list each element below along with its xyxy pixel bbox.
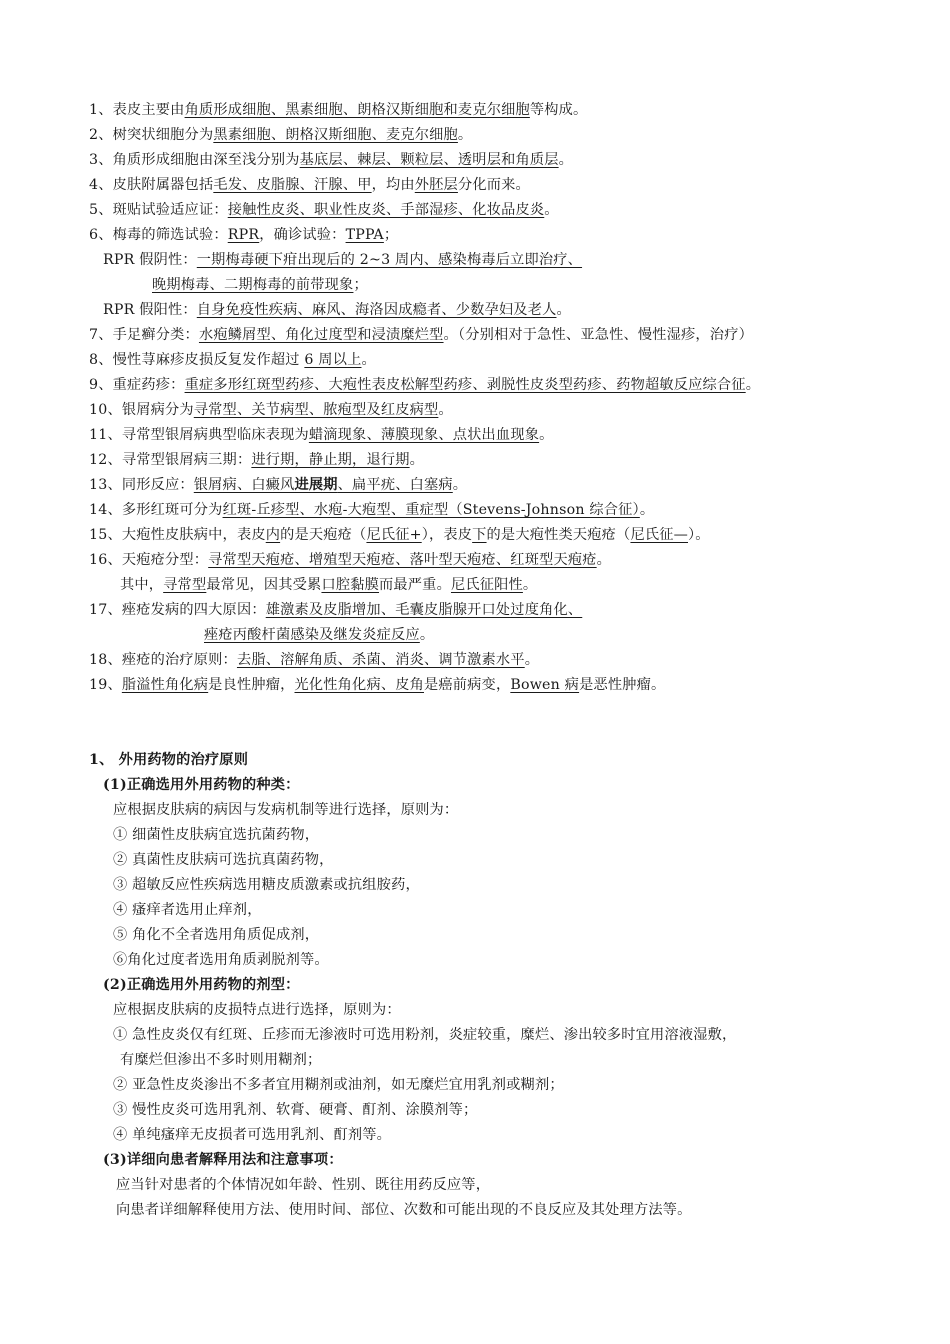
text-segment: 3、角质形成细胞由深至浅分别为 (89, 152, 300, 168)
underlined-term: 寻常型 (163, 577, 207, 593)
underlined-term: 寻常型、关节病型、脓疱型及红皮病型 (193, 402, 439, 418)
text-segment: 的是天疱疮（ (280, 527, 367, 543)
text-segment: ⑤ 角化不全者选用角质促成剂， (113, 927, 320, 943)
text-segment: 。（分别相对于急性、亚急性、慢性湿疹，治疗） (443, 327, 753, 343)
text-segment: ④ 单纯瘙痒无皮损者可选用乳剂、酊剂等。 (113, 1127, 392, 1143)
underlined-term: Bowen 病 (510, 677, 580, 693)
section-heading (103, 976, 300, 994)
text-segment: 17、痤疮发病的四大原因： (89, 602, 266, 618)
text-line (89, 551, 611, 569)
text-line (120, 576, 537, 594)
text-segment: ① 细菌性皮肤病宜选抗菌药物， (113, 827, 320, 843)
text-segment: RPR 假阳性： (103, 302, 197, 318)
underlined-term: 进行期，静止期，退行期 (251, 452, 410, 468)
underlined-term: 一期梅毒硬下疳出现后的 2~3 周内、感染梅毒后立即治疗、 (196, 252, 583, 268)
text-segment: 其中， (120, 577, 164, 593)
text-line (204, 626, 434, 644)
text-segment: 。 (556, 302, 571, 318)
text-segment: 12、寻常型银屑病三期： (89, 452, 252, 468)
text-segment: ④ 瘙痒者选用止痒剂， (113, 902, 262, 918)
text-segment: 9、重症药疹： (89, 377, 185, 393)
text-segment: 而最严重。 (379, 577, 451, 593)
text-segment: 11、寻常型银屑病典型临床表现为 (89, 427, 309, 443)
text-segment: 1、表皮主要由 (89, 102, 185, 118)
text-line (113, 1101, 477, 1119)
text-segment: 应根据皮肤病的皮损特点进行选择，原则为： (113, 1002, 401, 1018)
underlined-term: 下 (472, 527, 487, 543)
underlined-term: 尼氏征— (630, 527, 688, 543)
text-line (113, 1076, 564, 1094)
section-heading (89, 751, 248, 769)
text-line (152, 276, 368, 294)
text-segment: ③ 慢性皮炎可选用乳剂、软膏、硬膏、酊剂、涂膜剂等； (113, 1102, 478, 1118)
text-segment: 6、梅毒的筛选试验： (89, 227, 228, 243)
underlined-term: 去脂、溶解角质、杀菌、消炎、调节激素水平 (236, 652, 525, 668)
text-segment: ； (353, 277, 368, 293)
text-segment: (1)正确选用外用药物的种类： (103, 777, 300, 793)
text-segment: ），表皮 (421, 527, 473, 543)
text-segment: 。 (539, 427, 554, 443)
text-line (89, 401, 453, 419)
text-segment: ③ 超敏反应性疾病选用糖皮质激素或抗组胺药， (113, 877, 420, 893)
underlined-term: 、扁平疣、白塞病 (337, 477, 453, 493)
underlined-term: 红斑-丘疹型、水疱-大疱型、重症型（Stevens-Johnson 综合征） (222, 502, 640, 518)
text-segment: ，均由 (371, 177, 415, 193)
text-segment: 14、多形红斑可分为 (89, 502, 223, 518)
underlined-term: 寻常型天疱疮、增殖型天疱疮、落叶型天疱疮、红斑型天疱疮 (208, 552, 597, 568)
text-segment: 19、 (89, 677, 122, 693)
underlined-term: 晚期梅毒、二期梅毒的前带现象 (152, 277, 354, 293)
underlined-term: 外胚层 (414, 177, 458, 193)
text-segment: 。 (457, 127, 473, 143)
underlined-term: 角质形成细胞、黑素细胞、朗格汉斯细胞和麦克尔细胞 (184, 102, 530, 118)
text-line (113, 1001, 401, 1019)
text-line (89, 101, 587, 119)
text-segment: 。 (596, 552, 612, 568)
text-segment: ② 亚急性皮炎渗出不多者宜用糊剂或油剂，如无糜烂宜用乳剂或糊剂； (113, 1077, 564, 1093)
underlined-term: 黑素细胞、朗格汉斯细胞、麦克尔细胞 (213, 127, 458, 143)
text-segment: RPR 假阴性： (103, 252, 197, 268)
text-line (89, 226, 398, 244)
text-segment: 。 (558, 152, 574, 168)
text-line (113, 876, 420, 894)
text-segment: 15、大疱性皮肤病中，表皮 (89, 527, 266, 543)
text-segment: 16、天疱疮分型： (89, 552, 209, 568)
text-segment: 。 (745, 377, 761, 393)
underlined-term: 光化性角化病、皮角 (294, 677, 424, 693)
text-line (113, 926, 319, 944)
text-segment: 2、树突状细胞分为 (89, 127, 214, 143)
underlined-term: 口腔黏膜 (321, 577, 380, 593)
text-segment: ② 真菌性皮肤病可选抗真菌药物， (113, 852, 334, 868)
underlined-term: 银屑病、白癜风 (193, 477, 295, 493)
text-line (89, 501, 654, 519)
text-line (89, 601, 582, 619)
underlined-term: 毛发、皮脂腺、汗腺、甲 (213, 177, 372, 193)
text-segment: (2)正确选用外用药物的剂型： (103, 977, 300, 993)
text-segment: 是良性肿瘤， (208, 677, 295, 693)
text-segment: 是恶性肿瘤。 (579, 677, 666, 693)
text-segment: 。 (639, 502, 655, 518)
underlined-term: 尼氏征阳性 (450, 577, 523, 593)
underlined-term: RPR (227, 227, 260, 243)
text-segment: ； (383, 227, 399, 243)
text-line (89, 526, 710, 544)
text-line (89, 676, 665, 694)
text-line (89, 651, 539, 669)
text-segment: 应当针对患者的个体情况如年龄、性别、既往用药反应等， (116, 1177, 491, 1193)
text-line (89, 126, 472, 144)
text-segment: 的是大疱性类天疱疮（ (486, 527, 631, 543)
text-segment: 等构成。 (529, 102, 588, 118)
text-segment: 。 (419, 627, 435, 643)
text-segment: 分化而来。 (457, 177, 530, 193)
text-segment: 13、同形反应： (89, 477, 194, 493)
underlined-term: 进展期 (294, 477, 338, 493)
text-line (113, 851, 334, 869)
text-segment: ，确诊试验： (259, 227, 346, 243)
text-segment: 4、皮肤附属器包括 (89, 177, 214, 193)
text-segment: 。 (409, 452, 424, 468)
underlined-term: 接触性皮炎、职业性皮炎、手部湿疹、化妆品皮炎 (227, 202, 545, 218)
text-line (89, 326, 753, 344)
text-line (120, 1051, 321, 1069)
text-segment: 。 (361, 352, 376, 368)
text-line (116, 1201, 692, 1219)
text-line (89, 176, 530, 194)
text-segment: 最常见，因其受累 (206, 577, 322, 593)
section-heading (103, 1151, 343, 1169)
text-segment: 5、斑贴试验适应证： (89, 202, 228, 218)
text-segment: 7、手足癣分类： (89, 327, 199, 343)
text-line (113, 901, 262, 919)
text-line (89, 201, 559, 219)
underlined-term: 内 (265, 527, 281, 543)
underlined-term: 自身免疫性疾病、麻风、海洛因成瘾者、少数孕妇及老人 (196, 302, 557, 318)
text-line (89, 476, 467, 494)
underlined-term: 脂溢性角化病 (121, 677, 209, 693)
text-segment: 18、痤疮的治疗原则： (89, 652, 237, 668)
text-line (89, 451, 424, 469)
text-segment: 。 (544, 202, 559, 218)
text-segment: ① 急性皮炎仅有红斑、丘疹而无渗液时可选用粉剂，炎症较重，糜烂、渗出较多时宜用溶液湿敷， (113, 1027, 737, 1043)
text-segment: ⑥角化过度者选用角质剥脱剂等。 (113, 952, 329, 968)
text-line (103, 301, 571, 319)
text-segment: 。 (452, 477, 468, 493)
underlined-term: 基底层、棘层、颗粒层、透明层和角质层 (299, 152, 559, 168)
text-segment: 。 (524, 652, 540, 668)
text-segment: ）。 (688, 527, 710, 543)
text-segment: 8、慢性荨麻疹皮损反复发作超过 (89, 352, 305, 368)
text-line (113, 801, 458, 819)
text-line (113, 951, 329, 969)
underlined-term: 水疱鳞屑型、角化过度型和浸渍糜烂型 (198, 327, 444, 343)
underlined-term: 重症多形红斑型药疹、大疱性表皮松解型药疹、剥脱性皮炎型药疹、药物超敏反应综合征 (184, 377, 746, 393)
text-line (89, 351, 376, 369)
text-segment: 。 (522, 577, 538, 593)
text-line (89, 151, 573, 169)
text-segment: 10、银屑病分为 (89, 402, 194, 418)
underlined-term: 6 周以上 (304, 352, 362, 368)
text-line (116, 1176, 490, 1194)
text-line (113, 1026, 736, 1044)
text-segment: 向患者详细解释使用方法、使用时间、部位、次数和可能出现的不良反应及其处理方法等。 (116, 1202, 692, 1218)
section-heading (103, 776, 300, 794)
underlined-term: TPPA (345, 227, 384, 243)
text-segment: 。 (438, 402, 453, 418)
underlined-term: 雄激素及皮脂增加、毛囊皮脂腺开口处过度角化、 (265, 602, 583, 618)
text-segment: 有糜烂但渗出不多时则用糊剂； (120, 1052, 322, 1068)
text-line (89, 376, 760, 394)
underlined-term: 蜡滴现象、薄膜现象、点状出血现象 (308, 427, 540, 443)
text-line (113, 1126, 391, 1144)
text-segment: (3)详细向患者解释用法和注意事项： (103, 1152, 343, 1168)
text-segment: 应根据皮肤病的病因与发病机制等进行选择，原则为： (113, 802, 459, 818)
text-segment: 1、 外用药物的治疗原则 (89, 752, 249, 768)
text-line (89, 426, 553, 444)
underlined-term: 痤疮丙酸杆菌感染及继发炎症反应 (204, 627, 420, 643)
text-segment: 是癌前病变， (424, 677, 511, 693)
text-line (103, 251, 582, 269)
text-line (113, 826, 319, 844)
underlined-term: 尼氏征+ (366, 527, 422, 543)
